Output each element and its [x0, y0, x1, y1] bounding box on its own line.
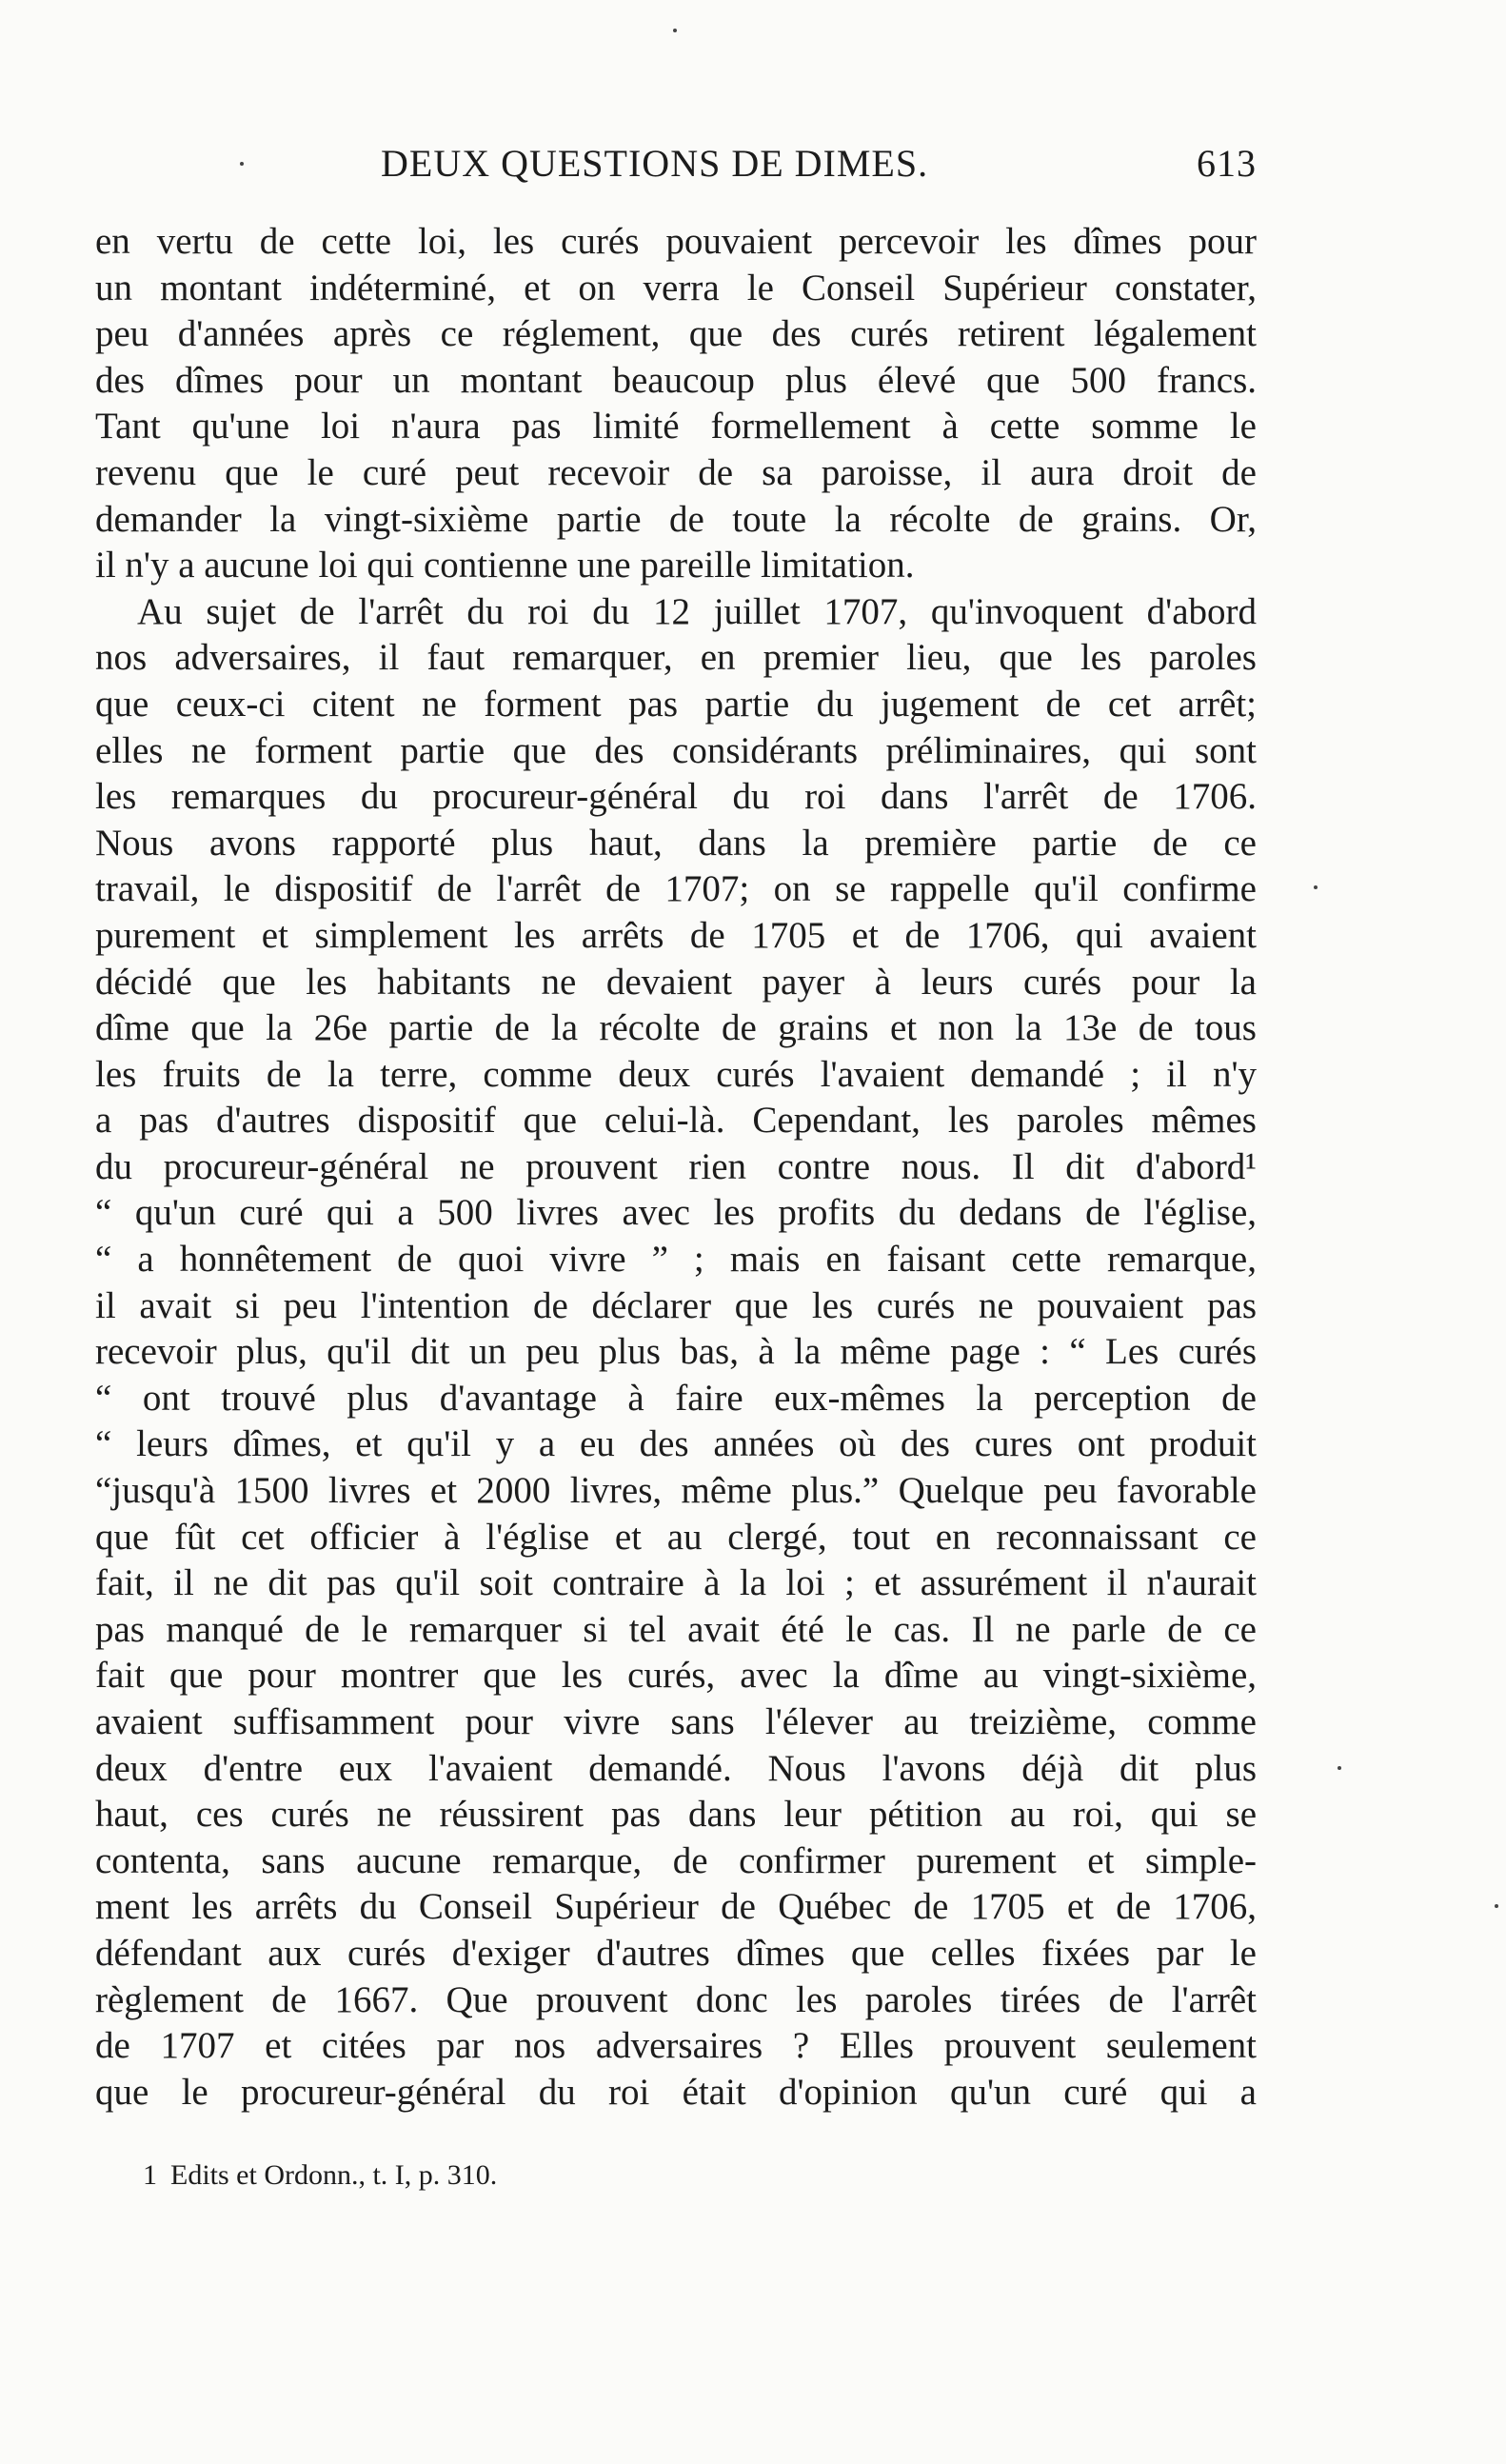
text-line: recevoir plus, qu'il dit un peu plus bas, à la même page : “ Les curés: [95, 1331, 1257, 1373]
text-line: “jusqu'à 1500 livres et 2000 livres, même plus.” Quelque peu favorable: [95, 1470, 1257, 1512]
text-line: Au sujet de l'arrêt du roi du 12 juillet 1707, qu'invoquent d'abord: [137, 590, 1257, 632]
text-line: décidé que les habitants ne devaient payer à leurs curés pour la: [95, 961, 1257, 1003]
text-line: revenu que le curé peut recevoir de sa paroisse, il aura droit de: [95, 451, 1257, 493]
text-line: les fruits de la terre, comme deux curés l'avaient demandé ; il n'y: [95, 1053, 1257, 1095]
text-line: a pas d'autres dispositif que celui-là. Cependant, les paroles mêmes: [95, 1100, 1257, 1142]
text-line: que ceux-ci citent ne forment pas partie du jugement de cet arrêt;: [95, 683, 1257, 725]
text-line: “ qu'un curé qui a 500 livres avec les profits du dedans de l'église,: [95, 1192, 1257, 1234]
text-line: nos adversaires, il faut remarquer, en premier lieu, que les paroles: [95, 637, 1257, 679]
print-speck: [1314, 885, 1318, 889]
text-line: il n'y a aucune loi qui contienne une pareille limitation.: [95, 545, 915, 586]
text-line: Tant qu'une loi n'aura pas limité formellement à cette somme le: [95, 406, 1257, 447]
text-line: fait que pour montrer que les curés, avec la dîme au vingt-sixième,: [95, 1655, 1257, 1697]
footnote-text: Edits et Ordonn., t. I, p. 310.: [170, 2159, 498, 2191]
footnote: [143, 2156, 497, 2195]
text-line: avaient suffisamment pour vivre sans l'élever au treizième, comme: [95, 1701, 1257, 1742]
print-speck: [1338, 1766, 1341, 1770]
footnote-mark: 1: [143, 2159, 157, 2191]
text-line: que le procureur-général du roi était d'opinion qu'un curé qui a: [95, 2071, 1257, 2113]
text-line: défendant aux curés d'exiger d'autres dîmes que celles fixées par le: [95, 1932, 1257, 1974]
text-line: “ a honnêtement de quoi vivre ” ; mais en faisant cette remarque,: [95, 1239, 1257, 1281]
print-speck: [673, 29, 677, 32]
print-speck: [1495, 1904, 1498, 1908]
text-line: en vertu de cette loi, les curés pouvaient percevoir les dîmes pour: [95, 221, 1257, 262]
text-line: demander la vingt-sixième partie de toute la récolte de grains. Or,: [95, 498, 1257, 540]
text-line: règlement de 1667. Que prouvent donc les paroles tirées de l'arrêt: [95, 1978, 1257, 2020]
text-line: elles ne forment partie que des considérants préliminaires, qui sont: [95, 729, 1257, 771]
text-line: ment les arrêts du Conseil Supérieur de Québec de 1705 et de 1706,: [95, 1886, 1257, 1928]
text-line: des dîmes pour un montant beaucoup plus élevé que 500 francs.: [95, 359, 1257, 401]
text-line: “ ont trouvé plus d'avantage à faire eux-mêmes la perception de: [95, 1377, 1257, 1419]
text-line: purement et simplement les arrêts de 1705 et de 1706, qui avaient: [95, 914, 1257, 956]
text-line: un montant indéterminé, et on verra le Conseil Supérieur constater,: [95, 267, 1257, 308]
text-line: peu d'années après ce réglement, que des curés retirent légalement: [95, 313, 1257, 355]
page-header: [95, 141, 1257, 198]
text-line: contenta, sans aucune remarque, de confirmer purement et simple-: [95, 1839, 1257, 1881]
print-speck: [240, 162, 244, 166]
body-text: [95, 219, 1257, 2116]
text-line: les remarques du procureur-général du roi dans l'arrêt de 1706.: [95, 776, 1257, 818]
text-line: de 1707 et citées par nos adversaires ? Elles prouvent seulement: [95, 2025, 1257, 2067]
text-line: dîme que la 26e partie de la récolte de grains et non la 13e de tous: [95, 1007, 1257, 1049]
text-line: Nous avons rapporté plus haut, dans la première partie de ce: [95, 822, 1257, 864]
page-number: 613: [1197, 142, 1257, 185]
text-line: que fût cet officier à l'église et au clergé, tout en reconnaissant ce: [95, 1516, 1257, 1558]
text-line: haut, ces curés ne réussirent pas dans leur pétition au roi, qui se: [95, 1794, 1257, 1836]
text-line: travail, le dispositif de l'arrêt de 1707; on se rappelle qu'il confirme: [95, 868, 1257, 910]
text-line: du procureur-général ne prouvent rien contre nous. Il dit d'abord¹: [95, 1145, 1257, 1187]
text-line: “ leurs dîmes, et qu'il y a eu des années où des cures ont produit: [95, 1423, 1257, 1465]
text-line: pas manqué de le remarquer si tel avait été le cas. Il ne parle de ce: [95, 1608, 1257, 1650]
text-line: fait, il ne dit pas qu'il soit contraire à la loi ; et assurément il n'aurait: [95, 1562, 1257, 1604]
text-line: deux d'entre eux l'avaient demandé. Nous l'avons déjà dit plus: [95, 1747, 1257, 1789]
text-line: il avait si peu l'intention de déclarer que les curés ne pouvaient pas: [95, 1284, 1257, 1326]
running-title: DEUX QUESTIONS DE DIMES.: [381, 142, 929, 185]
